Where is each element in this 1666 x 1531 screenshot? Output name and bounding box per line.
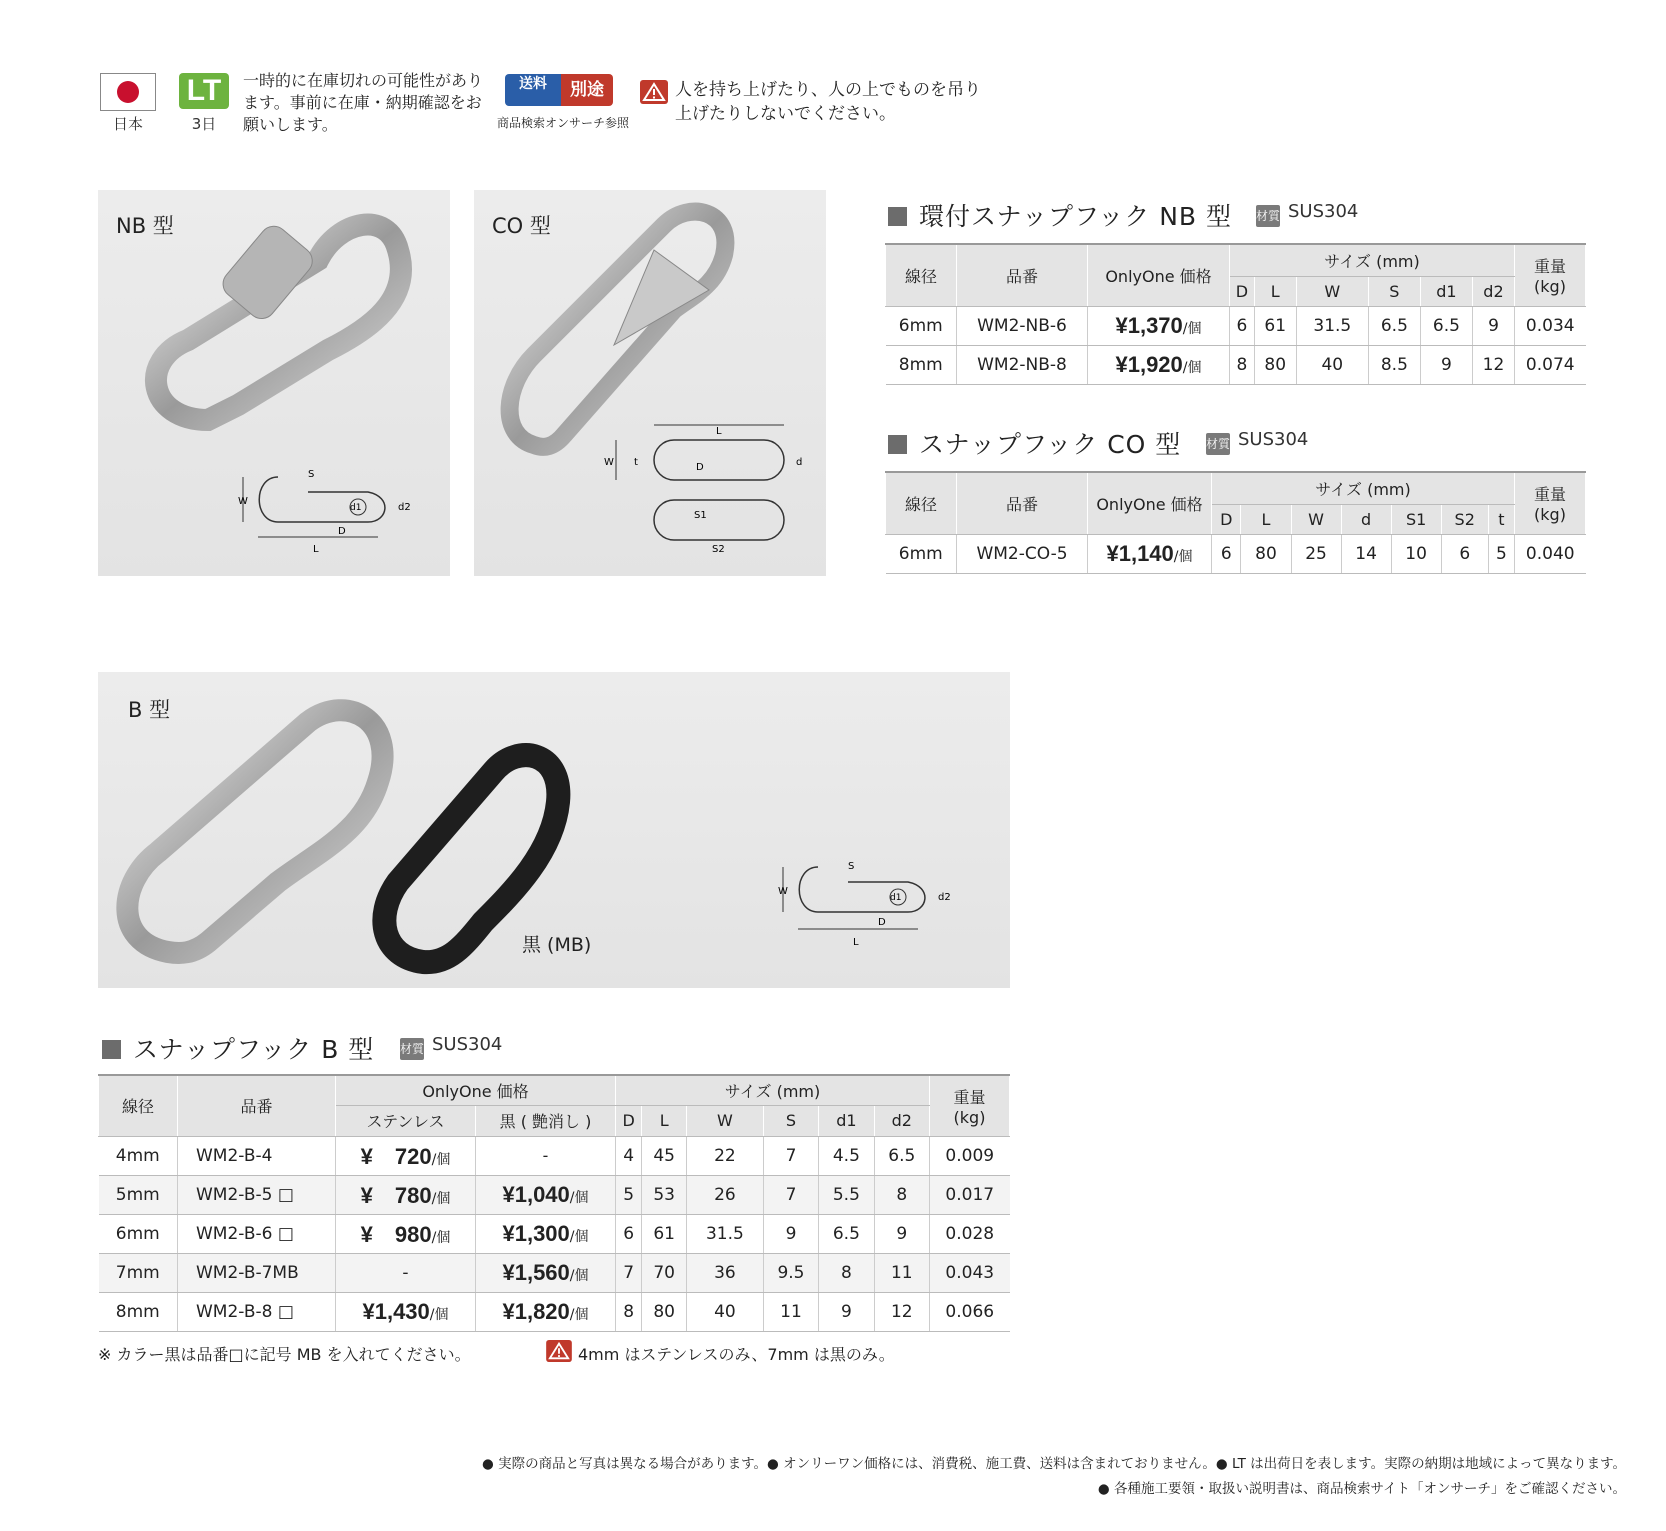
- color-note: ※ カラー黒は品番□に記号 MB を入れてください。: [98, 1345, 471, 1364]
- svg-text:W: W: [778, 886, 788, 897]
- lt-badge: LT: [179, 73, 229, 109]
- footer-line-1: ● 実際の商品と写真は異なる場合があります。● オンリーワン価格には、消費税、施工費、送料は含まれておりません。● LT は出荷日を表します。実際の納期は地域によって異なります。: [482, 1456, 1626, 1472]
- svg-text:S2: S2: [712, 544, 725, 555]
- table-row: 5mm WM2-B-5 □ ¥ 780/個 ¥1,040/個 5 53 26 7 5.5 8 0.017: [99, 1175, 1010, 1214]
- table-row: 6mm WM2-B-6 □ ¥ 980/個 ¥1,300/個 6 61 31.5 9 6.5 9 0.028: [99, 1214, 1010, 1253]
- nb-panel-label: NB 型: [116, 214, 174, 238]
- co-spec-table: 線径 品番 OnlyOne 価格 サイズ (mm) 重量 (kg) D L W d S1 S2 t 6mm WM2-CO-5 ¥1,140/個 6 80 25 14 10 6 5 0.040: [885, 471, 1586, 574]
- shipping-badge: 送料 別途: [505, 74, 613, 106]
- b-material: 材質 SUS304: [400, 1034, 502, 1060]
- svg-text:D: D: [338, 526, 346, 537]
- shipping-caption: 商品検索オンサーチ参照: [496, 116, 629, 130]
- table-row: 6mm WM2-CO-5 ¥1,140/個 6 80 25 14 10 6 5 0.040: [886, 534, 1586, 573]
- svg-text:S: S: [848, 861, 855, 872]
- svg-text:S: S: [308, 469, 315, 480]
- b-photo-panel: [98, 672, 1010, 988]
- svg-text:d2: d2: [398, 502, 411, 513]
- svg-text:d: d: [796, 457, 803, 468]
- svg-text:d2: d2: [938, 892, 951, 903]
- nb-dimension-diagram: [238, 452, 438, 562]
- svg-text:t: t: [634, 457, 638, 468]
- material-icon: 材質: [400, 1038, 424, 1060]
- co-photo-panel: [474, 190, 826, 576]
- table-row: 8mm WM2-B-8 □ ¥1,430/個 ¥1,820/個 8 80 40 11 9 12 0.066: [99, 1292, 1010, 1331]
- nb-spec-table: 線径 品番 OnlyOne 価格 サイズ (mm) 重量 (kg) D L W S d1 d2 6mm WM2-NB-6 ¥1,370/個 6 61 31.5 6.5 6.5 9 0.034 8mm WM2-NB-8 ¥1,920/個 8 80 40 8.5 9 12 0.074: [885, 243, 1586, 385]
- warning-icon: [640, 80, 668, 104]
- size-warning-note: 4mm はステンレスのみ、7mm は黒のみ。: [578, 1345, 895, 1364]
- table-row: 7mm WM2-B-7MB - ¥1,560/個 7 70 36 9.5 8 11 0.043: [99, 1253, 1010, 1292]
- nb-hook-image: [128, 200, 438, 460]
- svg-text:d1: d1: [890, 893, 902, 903]
- co-panel-label: CO 型: [492, 214, 551, 238]
- nb-section-title: 環付スナップフック NB 型: [888, 197, 1232, 233]
- table-row: 6mm WM2-NB-6 ¥1,370/個 6 61 31.5 6.5 6.5 9 0.034: [886, 306, 1586, 345]
- svg-text:S1: S1: [694, 510, 707, 521]
- japan-flag-icon: [100, 73, 156, 111]
- svg-text:D: D: [696, 462, 704, 473]
- nb-material: 材質 SUS304: [1256, 201, 1358, 227]
- co-material: 材質 SUS304: [1206, 429, 1308, 455]
- svg-text:W: W: [604, 457, 614, 468]
- b-section-title: スナップフック B 型: [102, 1030, 374, 1066]
- material-icon: 材質: [1206, 433, 1230, 455]
- svg-text:d1: d1: [350, 503, 362, 513]
- black-variant-label: 黒 (MB): [522, 934, 592, 956]
- lt-days: 3日: [191, 115, 217, 133]
- svg-text:D: D: [878, 917, 886, 928]
- material-icon: 材質: [1256, 205, 1280, 227]
- b-panel-label: B 型: [128, 698, 171, 722]
- warning-icon: [546, 1340, 572, 1362]
- co-section-title: スナップフック CO 型: [888, 425, 1181, 461]
- svg-text:W: W: [238, 496, 248, 507]
- svg-text:L: L: [313, 544, 319, 555]
- svg-text:L: L: [716, 426, 722, 437]
- nb-photo-panel: [98, 190, 450, 576]
- co-dimension-diagram: [604, 420, 814, 560]
- b-spec-table: 線径 品番 OnlyOne 価格 サイズ (mm) 重量 (kg) ステンレス 黒 ( 艶消し ) D L W S d1 d2 4mm WM2-B-4 ¥ 720/個 - 4 45 22 7 4.5 6.5 0.009 5mm WM2-B-5 □ ¥ 780/個 ¥1,040/個 5 53 26 7 5.5 8 0.017 6mm WM2-B-6 □ ¥ 980/個 ¥1,300/個 6 61 31.5 9 6.5 9 0.028 7mm WM2-B-7MB - ¥1,560/個 7 70 36 9.5 8 11 0.043 8mm WM2-B-8 □ ¥1,430/個 ¥1,820/個 8 80 40 11 9 12 0.066: [98, 1074, 1010, 1332]
- footer-line-2: ● 各種施工要領・取扱い説明書は、商品検索サイト「オンサーチ」をご確認ください。: [1097, 1481, 1626, 1497]
- svg-text:L: L: [853, 937, 859, 948]
- lt-note: 一時的に在庫切れの可能性があります。事前に在庫・納期確認をお願いします。: [243, 71, 484, 134]
- table-row: 4mm WM2-B-4 ¥ 720/個 - 4 45 22 7 4.5 6.5 0.009: [99, 1136, 1010, 1175]
- b-dimension-diagram: [778, 847, 978, 957]
- origin-label: 日本: [112, 115, 143, 133]
- truck-icon: 送料: [505, 74, 561, 106]
- safety-warning: 人を持ち上げたり、人の上でものを吊り上げたりしないでください。: [675, 80, 981, 124]
- table-row: 8mm WM2-NB-8 ¥1,920/個 8 80 40 8.5 9 12 0.074: [886, 345, 1586, 384]
